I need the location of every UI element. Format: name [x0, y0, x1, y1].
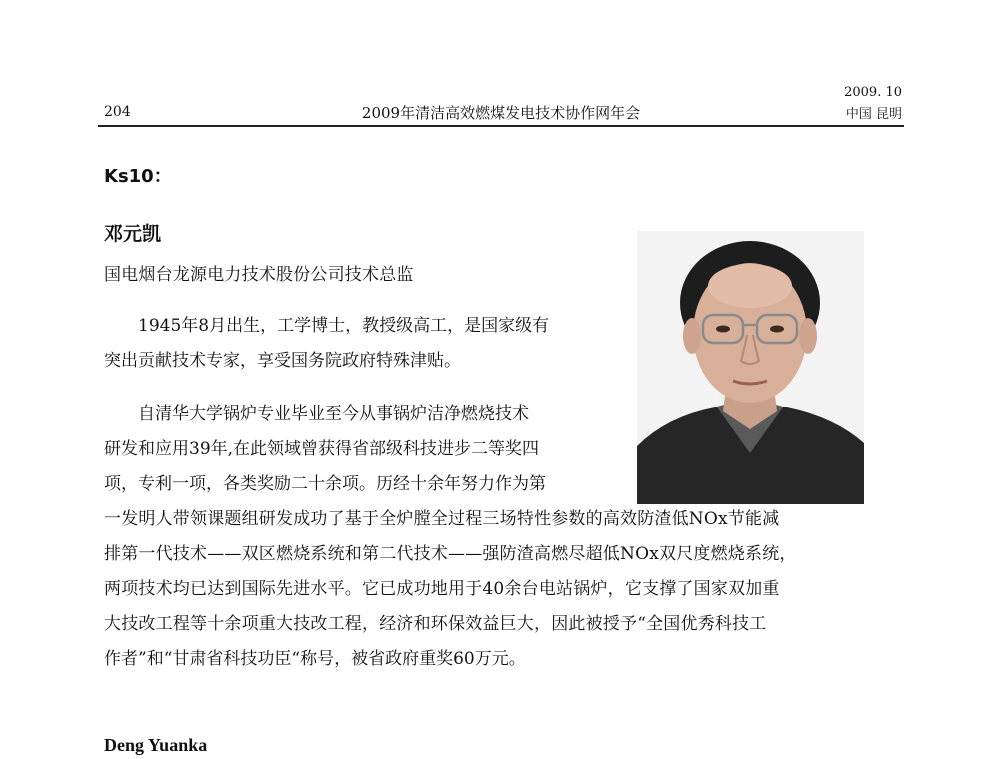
author-name-en: Deng Yuanka — [104, 735, 208, 755]
text-line: 项，专利一项，各类奖励二十余项。历经十余年努力作为第 — [104, 474, 546, 494]
text-line: 大技改工程等十余项重大技改工程，经济和环保效益巨大，因此被授予“全国优秀科技工 — [104, 614, 767, 634]
author-affiliation: 国电烟台龙源电力技术股份公司技术总监 — [104, 265, 414, 285]
header-title: 2009年清洁高效燃煤发电技术协作网年会 — [361, 104, 641, 122]
text-line: 作者”和“甘肃省科技功臣“称号，被省政府重奖60万元。 — [104, 649, 526, 669]
page-number: 204 — [104, 104, 131, 120]
bio-paragraph-1 — [104, 309, 549, 379]
header-meta — [844, 82, 902, 126]
text-line: 研发和应用39年,在此领域曾获得省部级科技进步二等奖四 — [104, 439, 540, 459]
header-rule — [98, 125, 904, 127]
portrait-illustration — [637, 231, 864, 504]
text-line: 自清华大学锅炉专业毕业至今从事锅炉洁净燃烧技术 — [104, 404, 529, 424]
page-header — [98, 78, 904, 128]
text-line: 1945年8月出生，工学博士，教授级高工，是国家级有 — [104, 316, 550, 336]
text-line: 突出贡献技术专家，享受国务院政府特殊津贴。 — [104, 351, 461, 371]
author-name-cn: 邓元凯 — [104, 223, 162, 245]
author-portrait — [637, 231, 864, 504]
text-line: 排第一代技术——双区燃烧系统和第二代技术——强防渣高燃尽超低NOx双尺度燃烧系统， — [104, 544, 797, 564]
text-line: 一发明人带领课题组研发成功了基于全炉膛全过程三场特性参数的高效防渣低NOx节能减 — [104, 509, 780, 529]
header-location: 中国 昆明 — [845, 107, 902, 122]
header-date: 2009. 10 — [844, 85, 902, 100]
text-line: 两项技术均已达到国际先进水平。它已成功地用于40余台电站锅炉，它支撑了国家双加重 — [104, 579, 780, 599]
section-label: Ks10： — [104, 166, 172, 187]
